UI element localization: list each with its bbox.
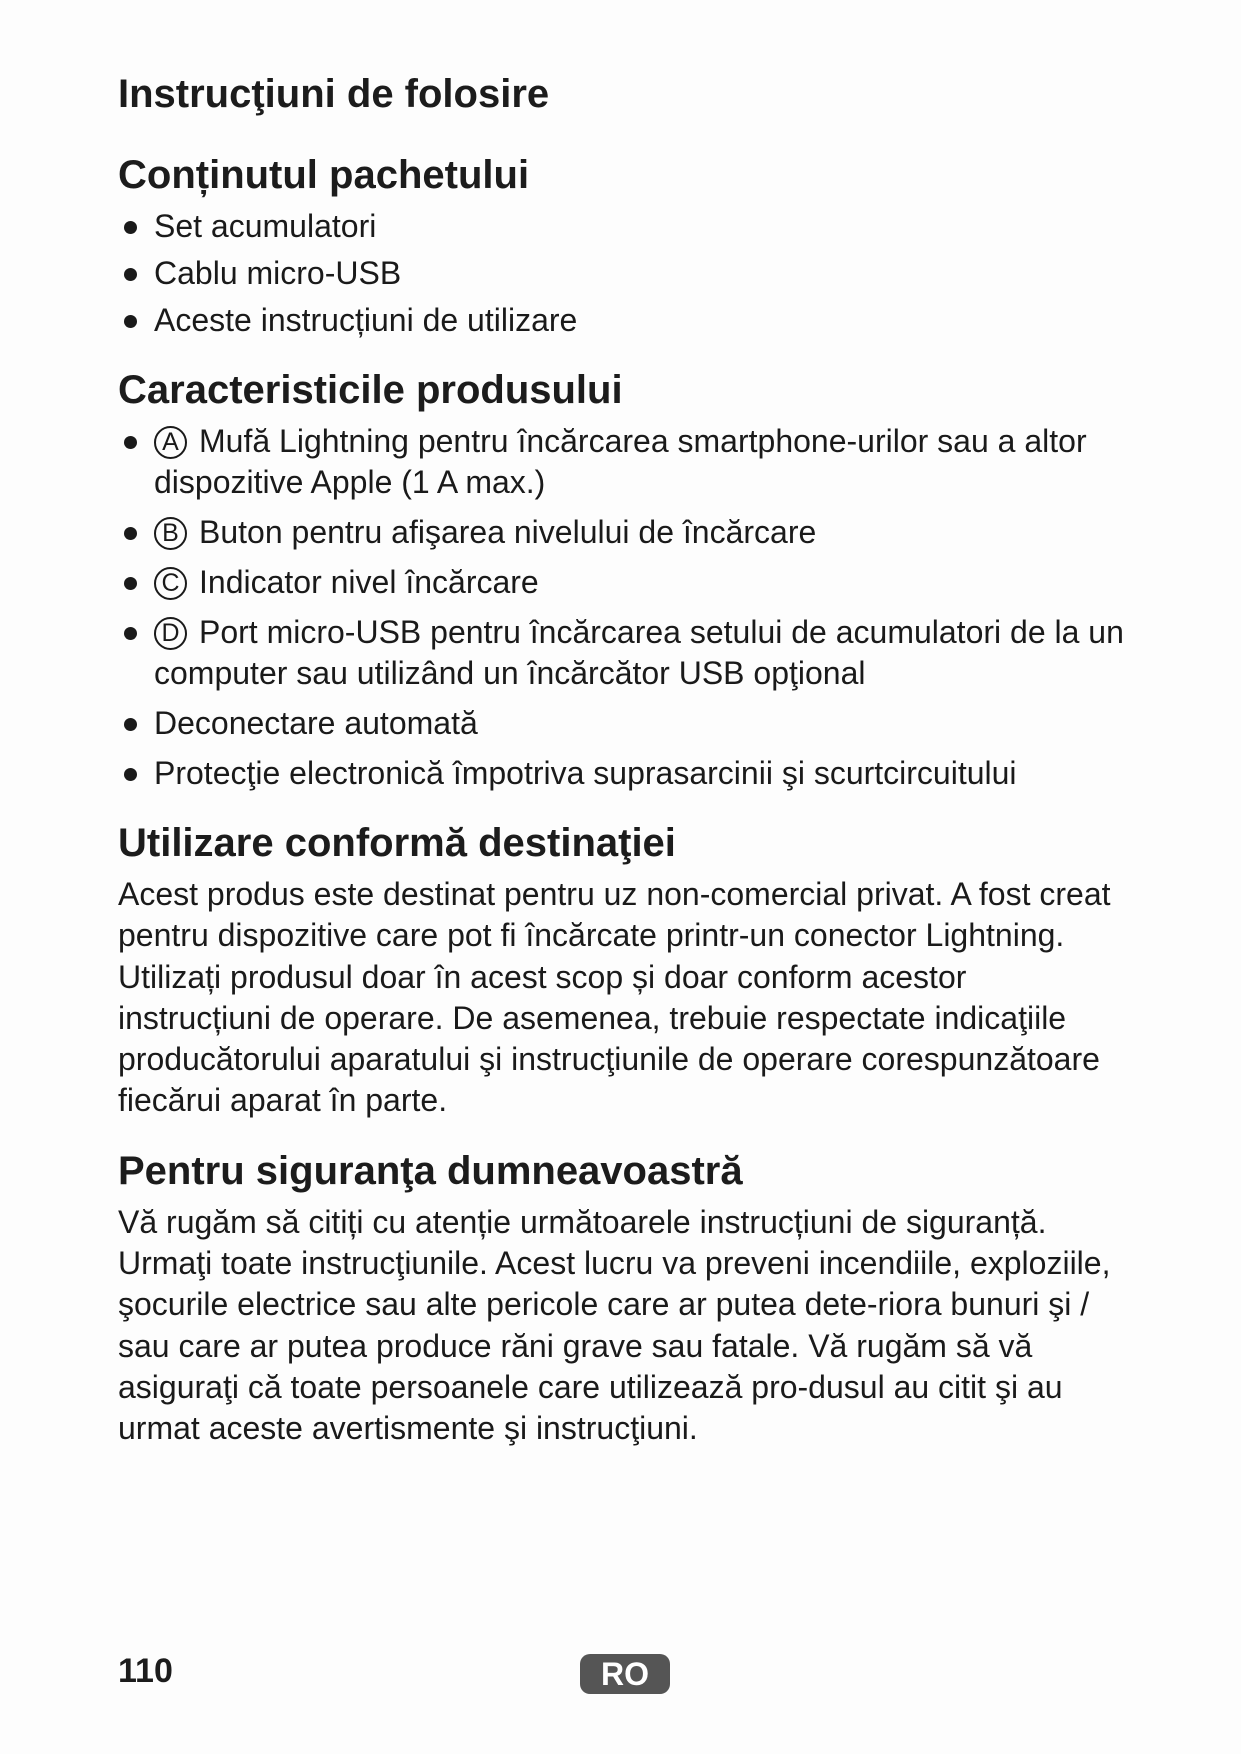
circled-letter-c-icon: C — [154, 567, 187, 600]
page-number: 110 — [118, 1652, 173, 1690]
list-item-text: Aceste instrucțiuni de utilizare — [154, 302, 578, 338]
product-features-section — [118, 367, 1128, 794]
intended-use-paragraph: Acest produs este destinat pentru uz non-comercial privat. A fost creat pentru dispozitive care pot fi încărcate printr-un conector Lightning. Utilizați produsul doar în acest scop și doar conform acestor instrucțiuni de operare. De asemenea, trebuie respectate indicaţiile producătorului aparatului şi instrucţiunile de operare corespunzătoare fiecărui aparat în parte. — [118, 876, 1111, 1119]
bullet-icon — [124, 221, 137, 234]
intended-use-section — [118, 820, 1128, 1122]
package-contents-heading: Conținutul pachetului — [118, 153, 530, 197]
list-item-text: Set acumulatori — [154, 208, 377, 244]
list-item — [118, 206, 1128, 247]
package-contents-section — [118, 152, 1128, 341]
list-item — [118, 703, 1128, 744]
intended-use-heading: Utilizare conformă destinaţiei — [118, 821, 676, 865]
product-features-heading: Caracteristicile produsului — [118, 368, 623, 412]
document-title: Instrucţiuni de folosire — [118, 72, 550, 116]
bullet-icon — [124, 577, 137, 590]
package-contents-list — [118, 206, 1128, 341]
list-item-text: Protecţie electronică împotriva suprasarcinii şi scurtcircuitului — [154, 755, 1017, 791]
product-features-list — [118, 421, 1128, 794]
bullet-icon — [124, 718, 137, 731]
list-item — [118, 253, 1128, 294]
language-badge: RO — [580, 1654, 670, 1694]
circled-letter-a-icon: A — [154, 426, 187, 459]
list-item-text: Mufă Lightning pentru încărcarea smartphone-urilor sau a altor dispozitive Apple (1 A max.) — [154, 423, 1087, 500]
list-item — [118, 421, 1128, 503]
bullet-icon — [124, 436, 137, 449]
bullet-icon — [124, 315, 137, 328]
safety-paragraph: Vă rugăm să citiți cu atenție următoarele instrucțiuni de siguranță. Urmaţi toate instrucţiunile. Acest lucru va preveni incendiile, exploziile, şocurile electrice sau alte pericole care ar putea dete-riora bunuri şi / sau care ar putea produce răni grave sau fatale. Vă rugăm să vă asiguraţi că toate persoanele care utilizează pro-dusul au citit şi au urmat aceste avertismente şi instrucţiuni. — [118, 1203, 1111, 1447]
bullet-icon — [124, 268, 137, 281]
list-item — [118, 512, 1128, 553]
list-item-text: Port micro-USB pentru încărcarea setului de acumulatori de la un computer sau utilizând un încărcător USB opţional — [154, 614, 1124, 691]
list-item — [118, 612, 1128, 694]
bullet-icon — [124, 768, 137, 781]
bullet-icon — [124, 527, 137, 540]
list-item — [118, 753, 1128, 794]
list-item-text: Indicator nivel încărcare — [199, 564, 539, 600]
list-item-text: Cablu micro-USB — [154, 255, 402, 291]
circled-letter-b-icon: B — [154, 517, 187, 550]
list-item-text: Deconectare automată — [154, 705, 478, 741]
circled-letter-d-icon: D — [154, 617, 187, 650]
safety-section — [118, 1148, 1128, 1450]
list-item — [118, 300, 1128, 341]
list-item-text: Buton pentru afişarea nivelului de încărcare — [199, 514, 817, 550]
safety-heading: Pentru siguranţa dumneavoastră — [118, 1148, 743, 1193]
list-item — [118, 562, 1128, 603]
page-content — [118, 70, 1128, 1476]
bullet-icon — [124, 627, 137, 640]
